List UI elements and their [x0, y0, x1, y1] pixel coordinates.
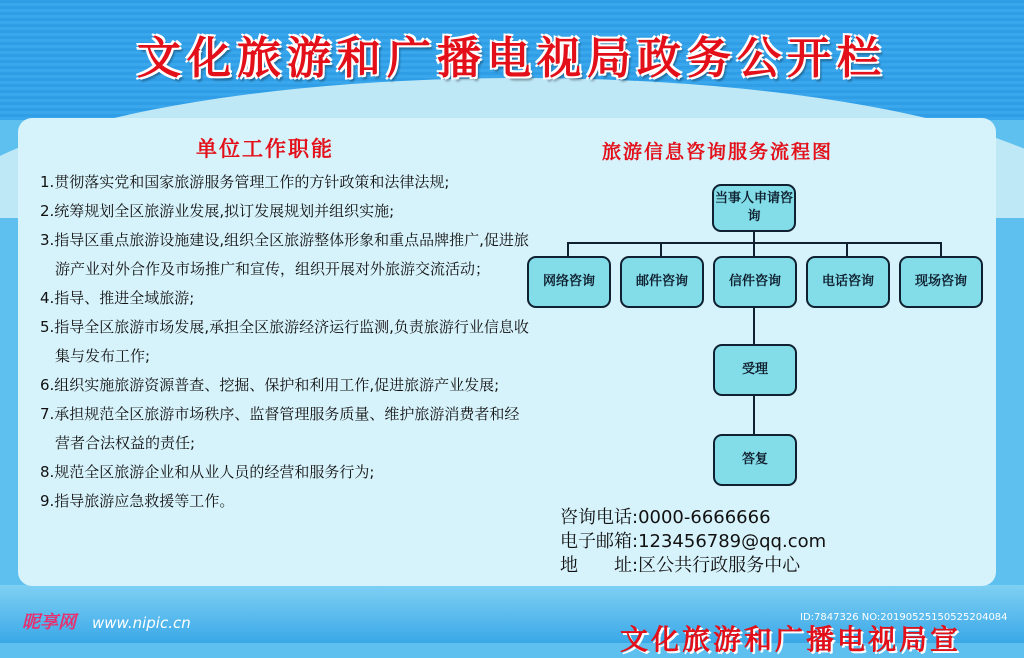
functions-list — [40, 168, 530, 516]
list-item: 5.指导全区旅游市场发展,承担全区旅游经济运行监测,负责旅游行业信息收集与发布工作; — [40, 318, 529, 365]
watermark-url: www.nipic.cn — [92, 614, 191, 632]
flow-node-reply: 答复 — [713, 434, 797, 486]
contact-phone: 咨询电话:0000-6666666 — [560, 507, 771, 528]
connector-line — [568, 242, 942, 244]
list-item: 7.承担规范全区旅游市场秩序、监督管理服务质量、维护旅游消费者和经营者合法权益的责任; — [40, 405, 520, 452]
page-title: 文化旅游和广播电视局政务公开栏 — [137, 33, 887, 84]
flow-node-email: 邮件咨询 — [620, 256, 704, 308]
flow-node-accept: 受理 — [713, 344, 797, 396]
flow-node-start: 当事人申请咨询 — [712, 184, 796, 232]
list-item: 1.贯彻落实党和国家旅游服务管理工作的方针政策和法律法规; — [40, 173, 450, 191]
flow-node-onsite: 现场咨询 — [899, 256, 983, 308]
connector-line — [753, 306, 755, 346]
flow-node-phone: 电话咨询 — [806, 256, 890, 308]
list-item: 3.指导区重点旅游设施建设,组织全区旅游整体形象和重点品牌推广,促进旅游产业对外合作及市场推广和宣传，组织开展对外旅游交流活动； — [40, 231, 529, 278]
functions-title: 单位工作职能 — [196, 137, 334, 161]
contact-email: 电子邮箱:123456789@qq.com — [560, 531, 827, 552]
watermark-logo: 昵享网 — [22, 612, 76, 633]
contact-address: 地 址:区公共行政服务中心 — [560, 555, 801, 576]
list-item: 8.规范全区旅游企业和从业人员的经营和服务行为; — [40, 463, 375, 481]
list-item: 9.指导旅游应急救援等工作。 — [40, 492, 235, 510]
list-item: 2.统筹规划全区旅游业发展,拟订发展规划并组织实施; — [40, 202, 395, 220]
list-item: 4.指导、推进全域旅游; — [40, 289, 195, 307]
footer-title: 文化旅游和广播电视局宣 — [620, 623, 962, 656]
flowchart-title: 旅游信息咨询服务流程图 — [602, 141, 834, 163]
connector-line — [753, 394, 755, 436]
list-item: 6.组织实施旅游资源普查、挖掘、保护和利用工作,促进旅游产业发展; — [40, 376, 500, 394]
flow-node-letter: 信件咨询 — [713, 256, 797, 308]
flow-node-online: 网络咨询 — [527, 256, 611, 308]
watermark-id: ID:7847326 NO:20190525150525204084 — [800, 612, 1008, 623]
